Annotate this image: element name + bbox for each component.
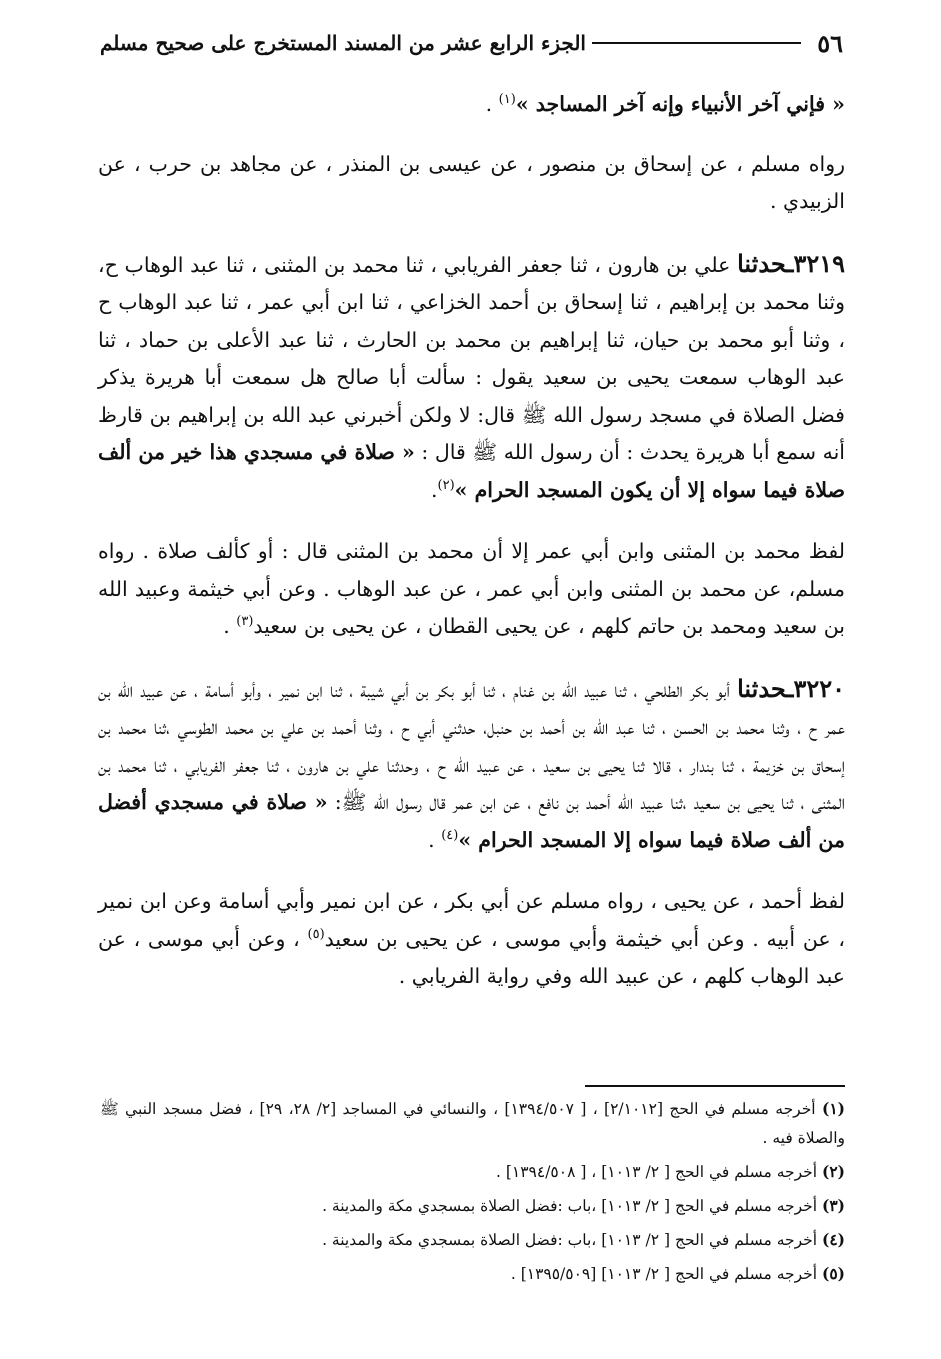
paragraph-5 <box>98 670 845 860</box>
paragraph-1 <box>98 86 845 124</box>
footnote-text: أخرجه مسلم في الحج [ ٢/ ١٠١٣] ،باب :فضل الصلاة بمسجدي مكة والمدينة . <box>322 1197 818 1215</box>
page-number: ٥٦ <box>817 28 843 58</box>
footnote-number: (٥) <box>821 1264 845 1283</box>
footnote-number: (١) <box>821 1099 845 1118</box>
footnote-number: (٤) <box>821 1230 845 1249</box>
running-title: الجزء الرابع عشر من المسند المستخرج على صحيح مسلم <box>100 31 586 55</box>
hadith-quote: « فإني آخر الأنبياء وإنه آخر المساجد » <box>515 92 845 116</box>
hadith-label: حدثنا <box>737 673 787 703</box>
paragraph-4 <box>98 533 845 646</box>
footnote-number: (٢) <box>821 1162 845 1181</box>
hadith-text: أبو بكر الطلحي ، ثنا عبيد الله بن غنام ، ثنا أبو بكر بن أبي شيبة ، ثنا ابن نمير ، وأبو أسامة ، عن عبيد الله بن عمر ح ، وثنا محمد بن الحسن ، ثنا عبد الله بن أحمد بن حنبل، حدثني أبي ح ، وثنا أحمد بن علي بن محمد الطوسي ،ثنا محمد بن إسحاق بن خزيمة ، ثنا بندار ، قالا ثنا يحيى بن سعيد ، عن عبيد الله ح ، وحدثنا علي بن هارون ، ثنا جعفر الفريابي ، ثنا محمد بن المثنى ، ثنا يحيى بن سعيد ،ثنا عبيد الله أحمد بن نافع ، عن ابن عمر قال رسول الله ﷺ: <box>98 677 845 814</box>
paragraph-end: . <box>428 827 442 852</box>
paragraph-end: . <box>430 477 438 502</box>
commentary-text: لفظ محمد بن المثنى وابن أبي عمر إلا أن محمد بن المثنى قال : أو كألف صلاة . رواه مسلم، عن محمد بن المثنى وابن أبي عمر ، عن عبد الوهاب . وعن أبي خيثمة وعبيد الله بن سعيد ومحمد بن حاتم كلهم ، عن يحيى القطان ، عن يحيى بن سعيد <box>98 539 845 638</box>
hadith-quote: « صلاة في مسجدي أفضل من ألف صلاة فيما سواه إلا المسجد الحرام » <box>98 790 845 852</box>
footnote-text: أخرجه مسلم في الحج [ ٢/ ١٠١٣] ،باب :فضل الصلاة بمسجدي مكة والمدينة . <box>322 1231 818 1249</box>
paragraph-3 <box>98 245 845 510</box>
footnote-4 <box>100 1225 845 1255</box>
hadith-number: ٣٢١٩ـ <box>786 248 845 278</box>
commentary-text: لفظ أحمد ، عن يحيى ، رواه مسلم عن أبي بكر ، عن ابن نمير وأبي أسامة وعن ابن نمير ، عن أبيه . وعن أبي خيثمة وأبي موسى ، عن يحيى بن سعيد <box>98 889 845 951</box>
footnote-ref: (٤) <box>441 827 459 843</box>
footnote-5 <box>100 1259 845 1289</box>
commentary-text: ، وعن أبي موسى ، عن عبد الوهاب كلهم ، عن عبيد الله وفي رواية الفريابي . <box>98 926 845 988</box>
footnote-ref: (٢) <box>437 477 455 493</box>
footnote-text: أخرجه مسلم في الحج [٢/١٠١٢] ، [ ١٣٩٤/٥٠٧] ، والنسائي في المساجد [٢/ ٢٨، ٢٩] ، فضل مسجد النبي ﷺ والصلاة فيه . <box>100 1100 845 1147</box>
hadith-quote: « صلاة في مسجدي هذا خير من ألف صلاة فيما سواه إلا أن يكون المسجد الحرام » <box>98 440 845 502</box>
footnote-ref: (٣) <box>236 614 254 630</box>
footnote-3 <box>100 1191 845 1221</box>
paragraph-6 <box>98 883 845 996</box>
hadith-text: علي بن هارون ، ثنا جعفر الفريابي ، ثنا محمد بن المثنى ، ثنا عبد الوهاب ح، وثنا محمد بن إبراهيم ، ثنا إسحاق بن أحمد الخزاعي ، ثنا ابن أبي عمر ، ثنا عبد الوهاب ح ، وثنا أبو محمد بن حيان، ثنا إبراهيم بن محمد بن الحارث ، ثنا عبد الأعلى بن حماد ، ثنا عبد الوهاب سمعت يحيى بن سعيد يقول : سألت أبا صالح هل سمعت أبا هريرة يذكر فضل الصلاة في مسجد رسول الله ﷺ قال: لا ولكن أخبرني عبد الله بن إبراهيم بن قارظ أنه سمع أبا هريرة يحدث : أن رسول الله ﷺ قال : <box>98 252 846 464</box>
hadith-number: ٣٢٢٠ـ <box>786 673 845 703</box>
footnote-text: أخرجه مسلم في الحج [ ٢/ ١٠١٣] ، [ ١٣٩٤/٥٠٨] . <box>495 1163 818 1181</box>
footnote-ref: (١) <box>498 92 516 108</box>
header-rule <box>592 42 801 44</box>
footnotes-rule <box>585 1085 845 1087</box>
paragraph-end: . <box>485 92 499 116</box>
paragraph-end: . <box>223 614 237 638</box>
running-header <box>100 20 843 66</box>
main-text <box>98 86 845 1020</box>
hadith-label: حدثنا <box>737 248 787 278</box>
paragraph-2: رواه مسلم ، عن إسحاق بن منصور ، عن عيسى بن المنذر ، عن مجاهد بن حرب ، عن الزبيدي . <box>98 151 845 213</box>
footnote-number: (٣) <box>821 1196 845 1215</box>
footnote-1 <box>100 1094 845 1153</box>
footnotes <box>100 1094 845 1293</box>
footnote-2 <box>100 1157 845 1187</box>
footnote-text: أخرجه مسلم في الحج [ ٢/ ١٠١٣] [١٣٩٥/٥٠٩] . <box>510 1265 818 1283</box>
footnote-ref: (٥) <box>307 926 325 942</box>
